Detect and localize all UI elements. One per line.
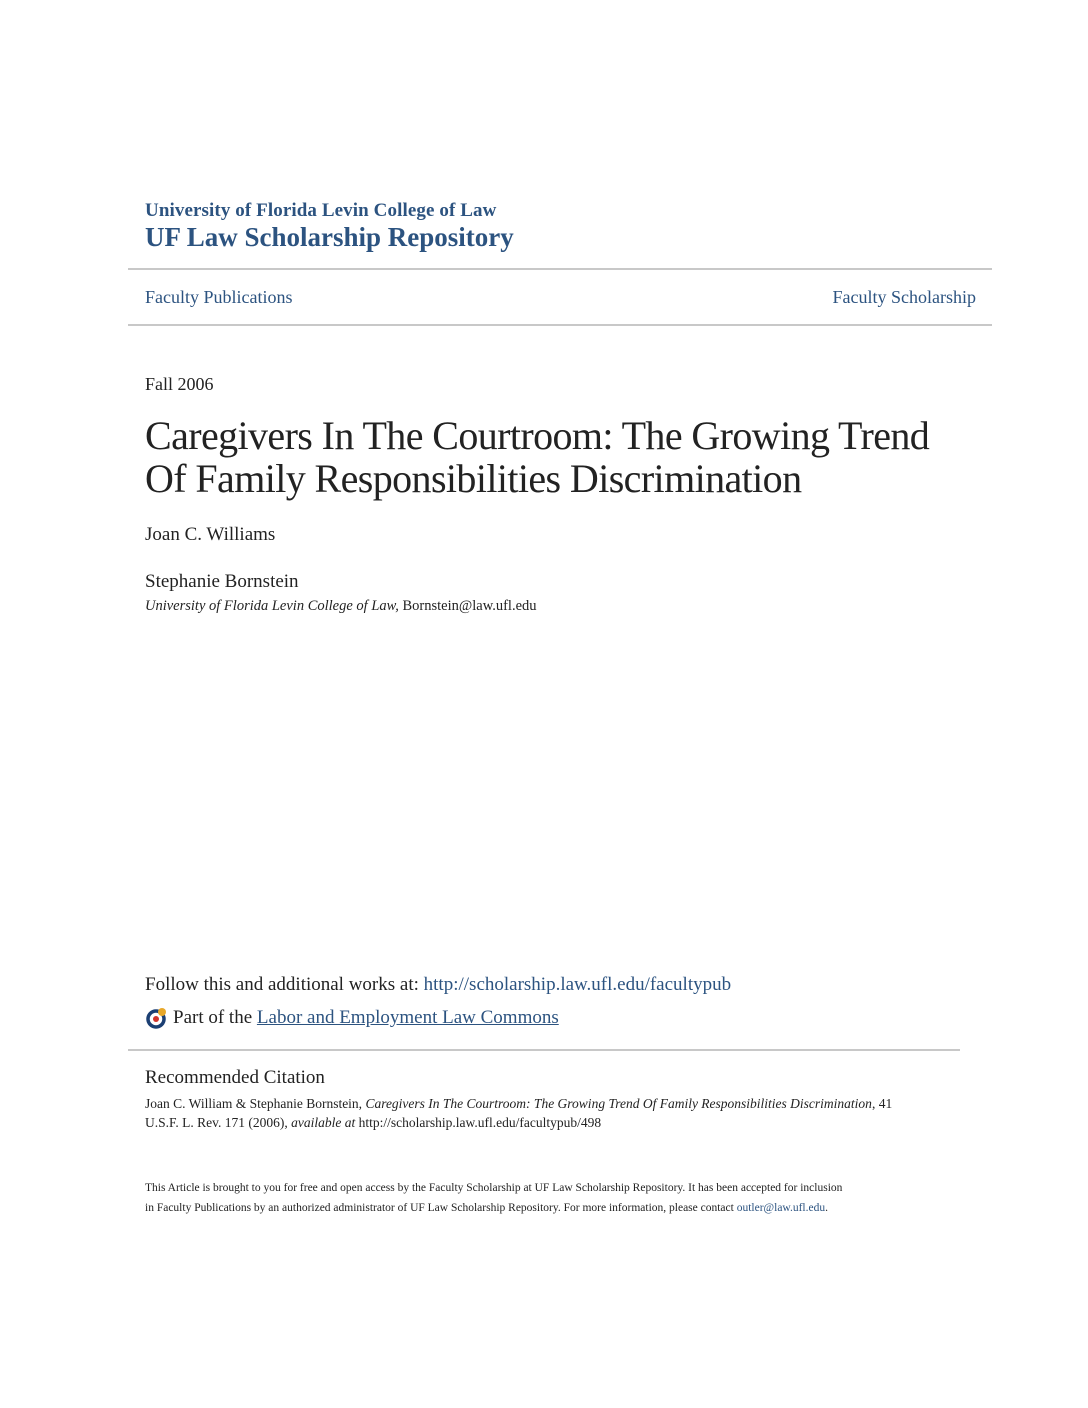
contact-email-link[interactable]: outler@law.ufl.edu xyxy=(736,1202,826,1214)
citation-heading: Recommended Citation xyxy=(145,1067,325,1088)
part-of-label: Part of the xyxy=(173,1007,253,1028)
article-title xyxy=(145,414,975,500)
citation-divider xyxy=(128,1049,960,1051)
author-2-affiliation xyxy=(145,598,537,615)
follow-url-link[interactable]: http://scholarship.law.ufl.edu/facultypub xyxy=(423,974,732,995)
footer-notice xyxy=(145,1178,945,1218)
article-title-line-1: Caregivers In The Courtroom: The Growing Trend xyxy=(145,413,930,458)
footer-period: . xyxy=(825,1202,828,1214)
footer-line-2: in Faculty Publications by an authorized administrator of UF Law Scholarship Repository. For more information, please contact xyxy=(145,1202,734,1214)
citation-available-at: available at xyxy=(291,1115,356,1130)
publication-date: Fall 2006 xyxy=(145,374,214,394)
network-icon xyxy=(145,1006,169,1030)
follow-line xyxy=(145,974,731,996)
affiliation-email: Bornstein@law.ufl.edu xyxy=(402,598,537,614)
citation-reporter: U.S.F. L. Rev. 171 (2006), xyxy=(145,1115,288,1130)
faculty-publications-link[interactable]: Faculty Publications xyxy=(145,287,293,307)
nav-divider xyxy=(128,324,992,326)
repository-name[interactable]: UF Law Scholarship Repository xyxy=(145,222,514,252)
affiliation-institution: University of Florida Levin College of Law, xyxy=(145,598,399,614)
citation-authors: Joan C. William & Stephanie Bornstein, xyxy=(145,1096,363,1111)
author-1: Joan C. Williams xyxy=(145,524,276,545)
faculty-scholarship-link[interactable]: Faculty Scholarship xyxy=(832,287,976,307)
commons-link[interactable]: Labor and Employment Law Commons xyxy=(256,1007,559,1028)
follow-label: Follow this and additional works at: xyxy=(145,974,419,995)
footer-line-1: This Article is brought to you for free and open access by the Faculty Scholarship at UF Law Scholarship Repository. It has been accepted for inclusion xyxy=(145,1182,843,1194)
institution-name: University of Florida Levin College of Law xyxy=(145,200,497,221)
citation-title: Caregivers In The Courtroom: The Growing Trend Of Family Responsibilities Discrimination xyxy=(365,1096,872,1111)
author-2: Stephanie Bornstein xyxy=(145,571,299,592)
citation-volume: , 41 xyxy=(871,1096,893,1111)
part-of-line xyxy=(145,1006,559,1030)
article-title-line-2: Of Family Responsibilities Discrimination xyxy=(145,456,802,501)
citation-body xyxy=(145,1094,945,1132)
header-divider xyxy=(128,268,992,270)
citation-url: http://scholarship.law.ufl.edu/facultypub/498 xyxy=(358,1115,602,1130)
